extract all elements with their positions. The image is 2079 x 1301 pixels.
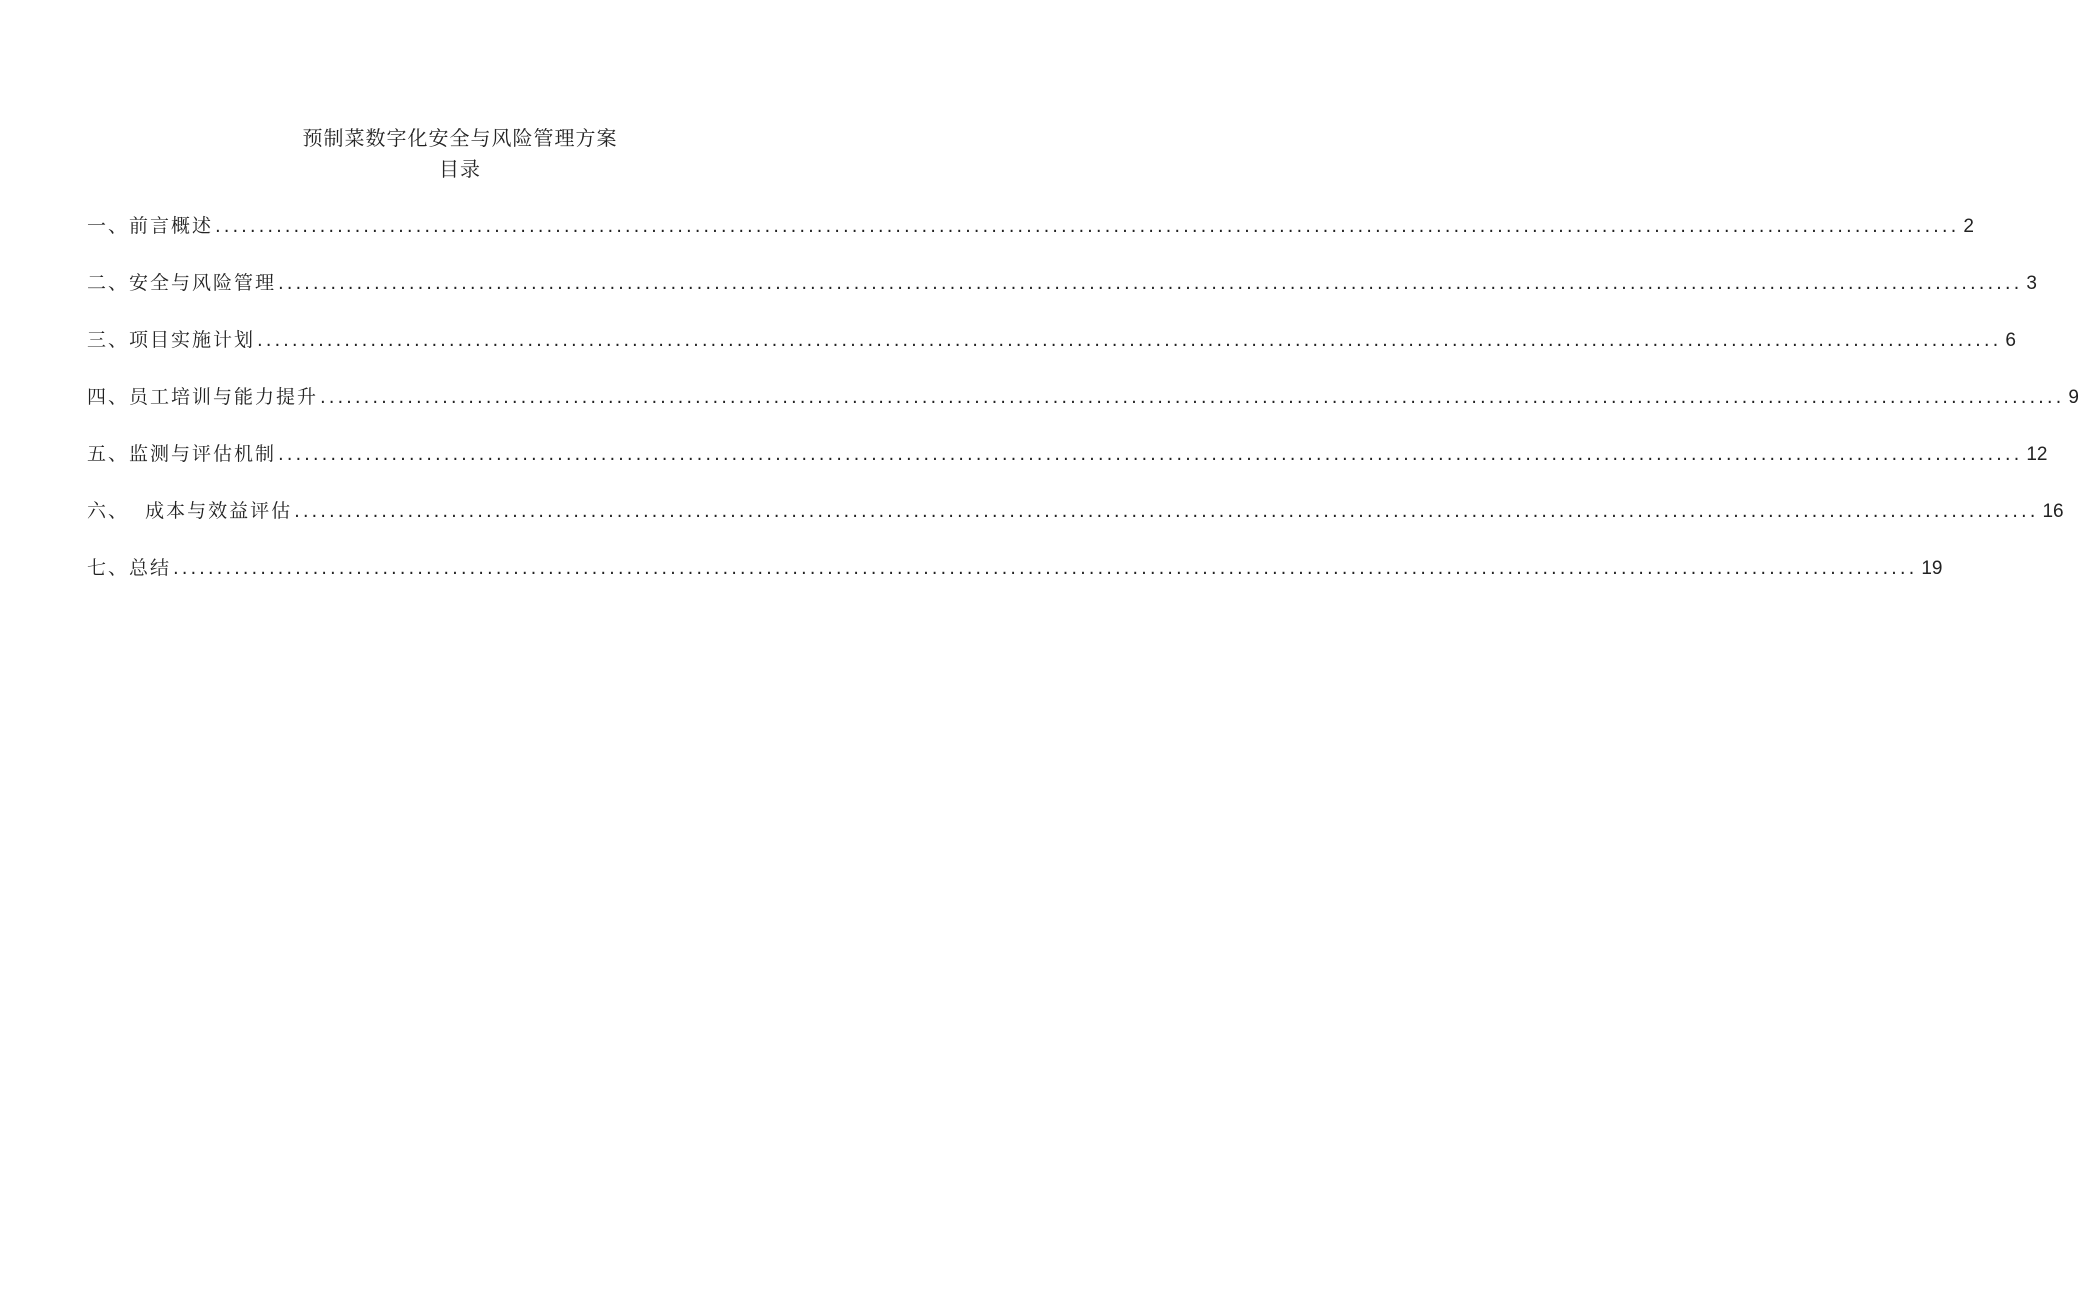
toc-entry-page: 6 <box>2005 330 2016 351</box>
toc-entry-4[interactable] <box>87 383 2079 440</box>
toc-entry-5[interactable] <box>87 440 2048 497</box>
toc-entry-label: 四、员工培训与能力提升 <box>87 386 319 408</box>
toc-leader-dots: ........................................................................................................................................................................................................ <box>320 387 2065 408</box>
toc-entry-label: 一、前言概述 <box>87 215 214 237</box>
toc-leader-dots: ........................................................................................................................................................................................................ <box>278 444 2023 465</box>
toc-entry-label: 六、 成本与效益评估 <box>87 500 293 522</box>
toc-entry-label: 二、安全与风险管理 <box>87 272 277 294</box>
toc-entry-3[interactable] <box>87 326 2016 383</box>
toc-entry-2[interactable] <box>87 269 2037 326</box>
toc-entry-label: 七、总结 <box>87 557 172 579</box>
toc-leader-dots: ........................................................................................................................................................................................................ <box>294 501 2039 522</box>
toc-entry-1[interactable] <box>87 212 1974 269</box>
toc-entry-page: 16 <box>2042 501 2064 522</box>
toc-entry-label: 三、项目实施计划 <box>87 329 256 351</box>
toc-leader-dots: ........................................................................................................................................................................................................ <box>173 558 1918 579</box>
toc-leader-dots: ........................................................................................................................................................................................................ <box>215 216 1960 237</box>
toc-leader-dots: ........................................................................................................................................................................................................ <box>257 330 2002 351</box>
toc-entry-7[interactable] <box>87 554 1943 611</box>
toc-entry-6[interactable] <box>87 497 2064 554</box>
toc-entry-page: 3 <box>2026 273 2037 294</box>
document-title: 预制菜数字化安全与风险管理方案 <box>302 126 618 150</box>
table-of-contents <box>87 212 2079 611</box>
toc-entry-page: 19 <box>1921 558 1943 579</box>
toc-entry-label: 五、监测与评估机制 <box>87 443 277 465</box>
toc-heading: 目录 <box>439 157 481 181</box>
toc-entry-page: 12 <box>2026 444 2048 465</box>
toc-leader-dots: ........................................................................................................................................................................................................ <box>278 273 2023 294</box>
toc-entry-page: 2 <box>1963 216 1974 237</box>
toc-entry-page: 9 <box>2068 387 2079 408</box>
